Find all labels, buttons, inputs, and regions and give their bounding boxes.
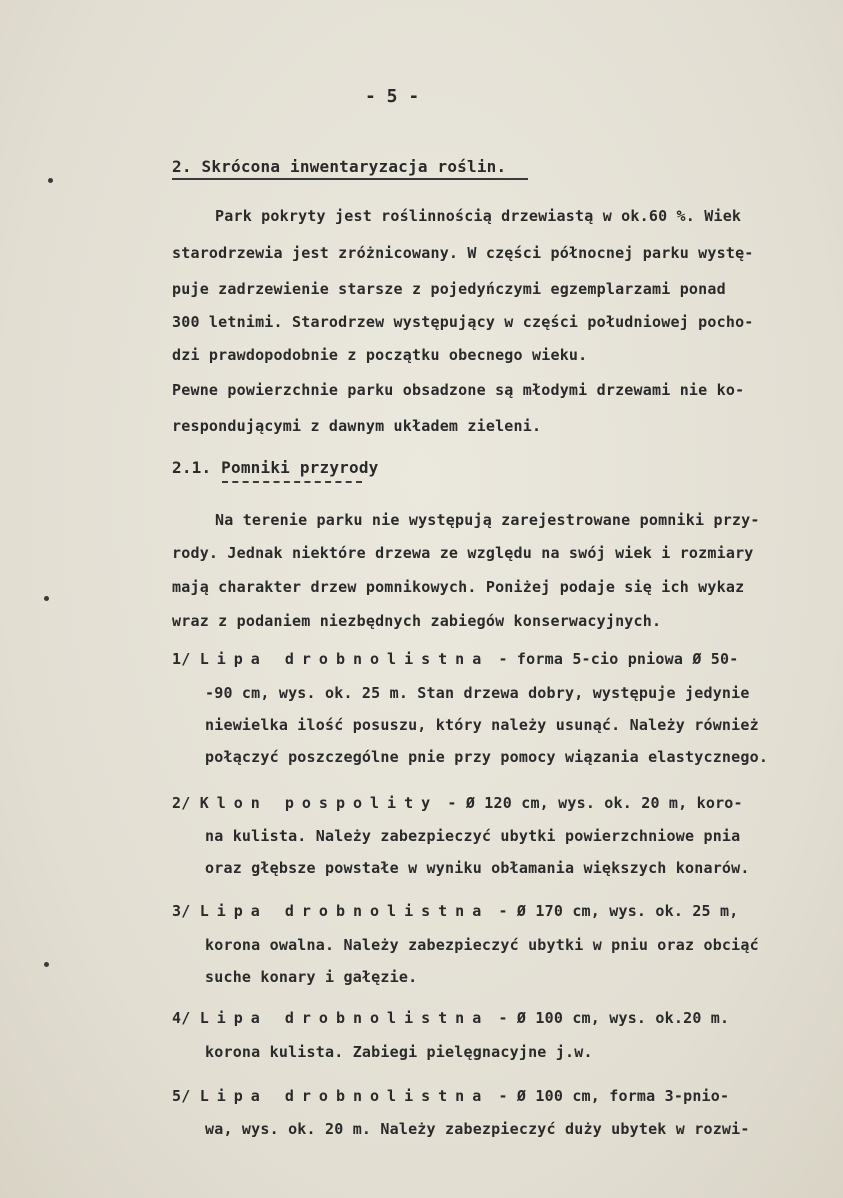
subsection-title-underline xyxy=(222,481,362,483)
para2-line: Na terenie parku nie występują zarejestrowane pomniki przy- xyxy=(215,511,760,529)
species-name: Lipa drobnolistna xyxy=(199,902,490,920)
species-name: Lipa drobnolistna xyxy=(199,1087,490,1105)
para1-line: dzi prawdopodobnie z początku obecnego wieku. xyxy=(172,346,588,364)
item-number: 1/ xyxy=(172,650,191,668)
item-number: 4/ xyxy=(172,1009,191,1027)
species-name: Lipa drobnolistna xyxy=(199,1009,490,1027)
list-item-line: -90 cm, wys. ok. 25 m. Stan drzewa dobry, występuje jedynie xyxy=(205,684,750,702)
list-item-header xyxy=(172,650,738,668)
list-item-line: korona kulista. Zabiegi pielęgnacyjne j.w. xyxy=(205,1043,593,1061)
item-first-line-rest: - forma 5-cio pniowa Ø 50- xyxy=(498,650,739,668)
punch-hole-mark xyxy=(48,178,53,183)
list-item-line: korona owalna. Należy zabezpieczyć ubytki w pniu oraz obciąć xyxy=(205,936,759,954)
item-first-line-rest: - Ø 100 cm, wys. ok.20 m. xyxy=(498,1009,730,1027)
para1-line: 300 letnimi. Starodrzew występujący w części południowej pocho- xyxy=(172,313,754,331)
para1-line: puje zadrzewienie starsze z pojedyńczymi egzemplarzami ponad xyxy=(172,280,726,298)
para1-line: respondującymi z dawnym układem zieleni. xyxy=(172,417,542,435)
item-first-line-rest: - Ø 100 cm, forma 3-pnio- xyxy=(498,1087,730,1105)
item-first-line-rest: - Ø 120 cm, wys. ok. 20 m, koro- xyxy=(447,794,743,812)
item-first-line-rest: - Ø 170 cm, wys. ok. 25 m, xyxy=(498,902,739,920)
species-name: Klon pospolity xyxy=(199,794,439,812)
punch-hole-mark xyxy=(44,962,49,967)
item-number: 3/ xyxy=(172,902,191,920)
list-item-header xyxy=(172,902,738,920)
para1-line: starodrzewia jest zróżnicowany. W części północnej parku wystę- xyxy=(172,244,754,262)
para2-line: rody. Jednak niektóre drzewa ze względu na swój wiek i rozmiary xyxy=(172,544,754,562)
punch-hole-mark xyxy=(44,596,49,601)
para1-line: Park pokryty jest roślinnością drzewiastą w ok.60 %. Wiek xyxy=(215,207,742,225)
species-name: Lipa drobnolistna xyxy=(199,650,490,668)
item-number: 2/ xyxy=(172,794,191,812)
list-item-line: suche konary i gałęzie. xyxy=(205,968,418,986)
section-title-underline xyxy=(172,178,528,180)
list-item-line: niewielka ilość posuszu, który należy usunąć. Należy również xyxy=(205,716,759,734)
para2-line: mają charakter drzew pomnikowych. Poniżej podaje się ich wykaz xyxy=(172,578,745,596)
list-item-line: wa, wys. ok. 20 m. Należy zabezpieczyć duży ubytek w rozwi- xyxy=(205,1120,750,1138)
para1-line: Pewne powierzchnie parku obsadzone są młodymi drzewami nie ko- xyxy=(172,381,745,399)
list-item-line: oraz głębsze powstałe w wyniku obłamania większych konarów. xyxy=(205,859,750,877)
section-title: 2. Skrócona inwentaryzacja roślin. xyxy=(172,157,507,176)
list-item-line: połączyć poszczególne pnie przy pomocy wiązania elastycznego. xyxy=(205,748,769,766)
page-number: - 5 - xyxy=(365,86,420,107)
list-item-header xyxy=(172,794,743,812)
item-number: 5/ xyxy=(172,1087,191,1105)
para2-line: wraz z podaniem niezbędnych zabiegów konserwacyjnych. xyxy=(172,612,662,630)
subsection-title: 2.1. Pomniki przyrody xyxy=(172,458,379,477)
list-item-header xyxy=(172,1009,729,1027)
list-item-line: na kulista. Należy zabezpieczyć ubytki powierzchniowe pnia xyxy=(205,827,741,845)
list-item-header xyxy=(172,1087,729,1105)
